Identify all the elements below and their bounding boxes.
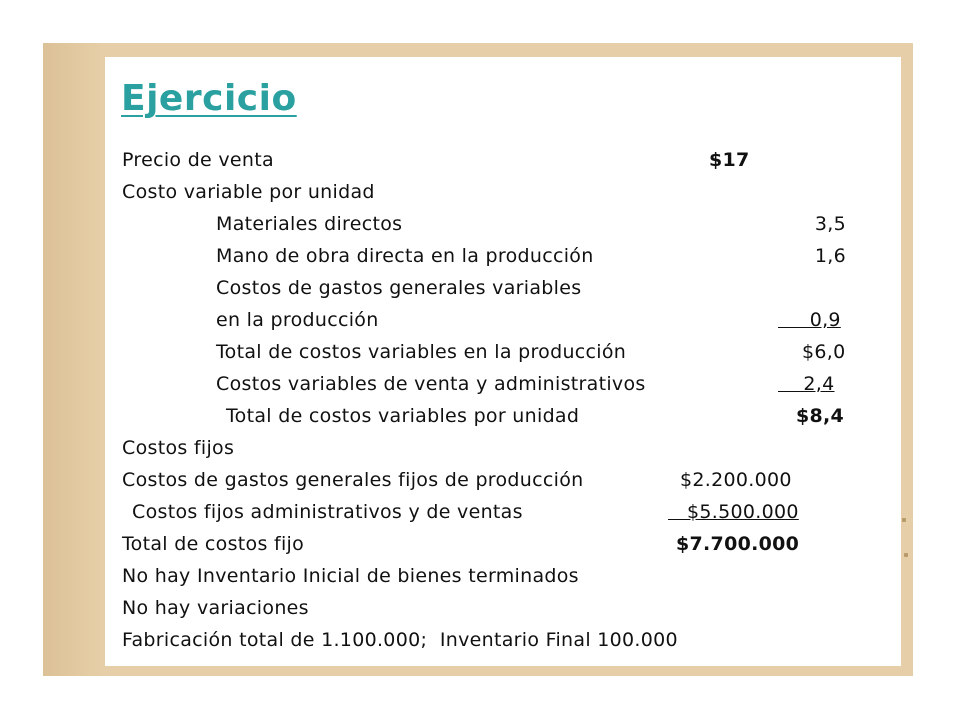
costo-variable-label: Costo variable por unidad bbox=[122, 181, 375, 203]
materiales-value: 3,5 bbox=[814, 213, 846, 235]
venta-administrativos-label: Costos variables de venta y administrativos bbox=[216, 373, 646, 395]
administrativos-ventas-value: $5.500.000 bbox=[668, 501, 799, 523]
gastos-variables-label-1: Costos de gastos generales variables bbox=[216, 277, 582, 299]
precio-value: $17 bbox=[709, 149, 750, 171]
total-variables-label: Total de costos variables por unidad bbox=[226, 405, 580, 427]
precio-label: Precio de venta bbox=[122, 149, 274, 171]
administrativos-ventas-label: Costos fijos administrativos y de ventas bbox=[132, 501, 523, 523]
decorative-mark bbox=[904, 553, 908, 557]
variaciones-text: No hay variaciones bbox=[122, 597, 309, 619]
gastos-variables-label-2: en la producción bbox=[216, 309, 379, 331]
gastos-fijos-label: Costos de gastos generales fijos de producción bbox=[122, 469, 584, 491]
total-variables-value: $8,4 bbox=[796, 405, 845, 427]
total-fijo-value: $7.700.000 bbox=[676, 533, 800, 555]
materiales-label: Materiales directos bbox=[216, 213, 403, 235]
total-produccion-label: Total de costos variables en la producción bbox=[216, 341, 627, 363]
gastos-fijos-value: $2.200.000 bbox=[680, 469, 792, 491]
inventario-inicial-text: No hay Inventario Inicial de bienes terminados bbox=[122, 565, 579, 587]
slide-title: Ejercicio bbox=[121, 78, 297, 119]
decorative-mark bbox=[902, 518, 906, 522]
total-produccion-value: $6,0 bbox=[802, 341, 846, 363]
gastos-variables-value: 0,9 bbox=[778, 309, 841, 331]
costos-fijos-label: Costos fijos bbox=[122, 437, 235, 459]
venta-administrativos-value: 2,4 bbox=[778, 373, 835, 395]
mano-obra-value: 1,6 bbox=[814, 245, 846, 267]
mano-obra-label: Mano de obra directa en la producción bbox=[216, 245, 594, 267]
fabricacion-text: Fabricación total de 1.100.000; Inventario Final 100.000 bbox=[122, 629, 678, 651]
total-fijo-label: Total de costos fijo bbox=[122, 533, 305, 555]
